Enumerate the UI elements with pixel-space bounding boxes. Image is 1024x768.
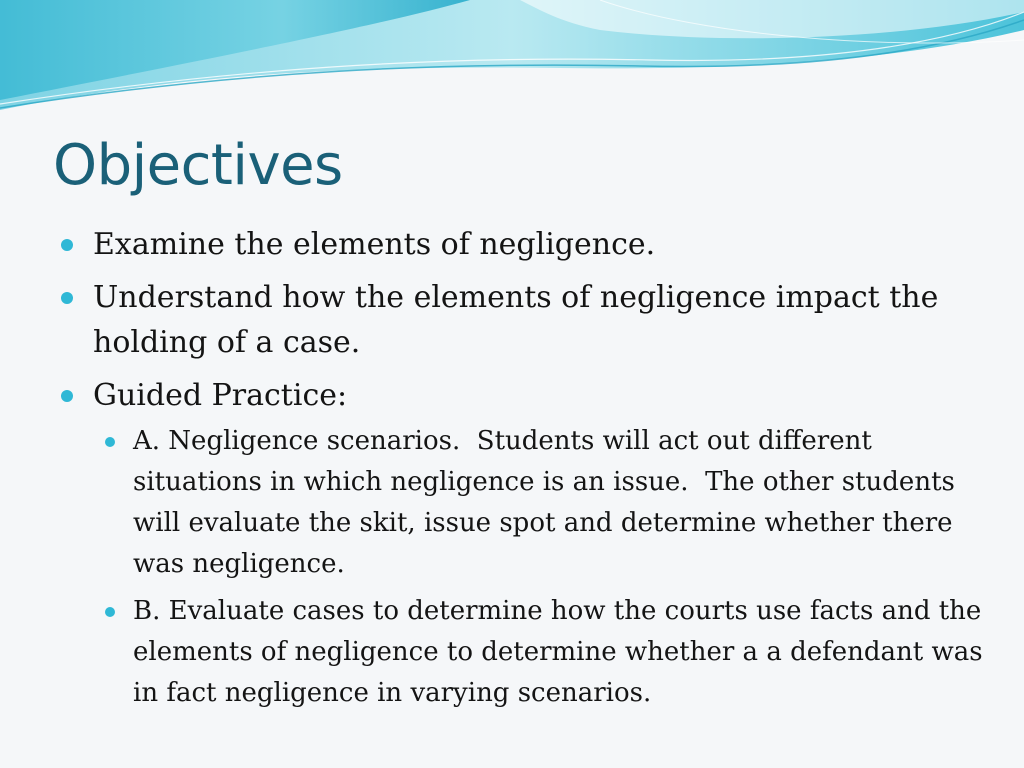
- slide-body: [58, 222, 991, 722]
- sub-bullet-text: B. Evaluate cases to determine how the courts use facts and the elements of negligence to determine whether a a defendant was in fact negligence in varying scenarios.: [133, 596, 991, 708]
- list-item: [93, 421, 988, 585]
- list-item: [93, 591, 991, 714]
- bullet-dot-icon: [61, 239, 73, 251]
- bullet-dot-icon: [105, 607, 115, 617]
- bullet-dot-icon: [61, 292, 73, 304]
- list-item: [58, 222, 988, 267]
- sub-bullet-text: A. Negligence scenarios. Students will act out different situations in which negligence is an issue. The other students will evaluate the skit, issue spot and determine whether there was negligence.: [133, 426, 964, 579]
- header-wave-decoration: [0, 0, 1024, 120]
- bullet-text: Understand how the elements of negligence impact the holding of a case.: [93, 280, 948, 360]
- list-item: [58, 275, 988, 365]
- slide-title: Objectives: [53, 133, 343, 198]
- guided-practice-list: [93, 421, 991, 714]
- bullet-dot-icon: [105, 437, 115, 447]
- list-item: [58, 373, 991, 714]
- bullet-dot-icon: [61, 390, 73, 402]
- objective-list: [58, 222, 991, 714]
- bullet-text: Guided Practice:: [93, 378, 348, 413]
- bullet-text: Examine the elements of negligence.: [93, 227, 656, 262]
